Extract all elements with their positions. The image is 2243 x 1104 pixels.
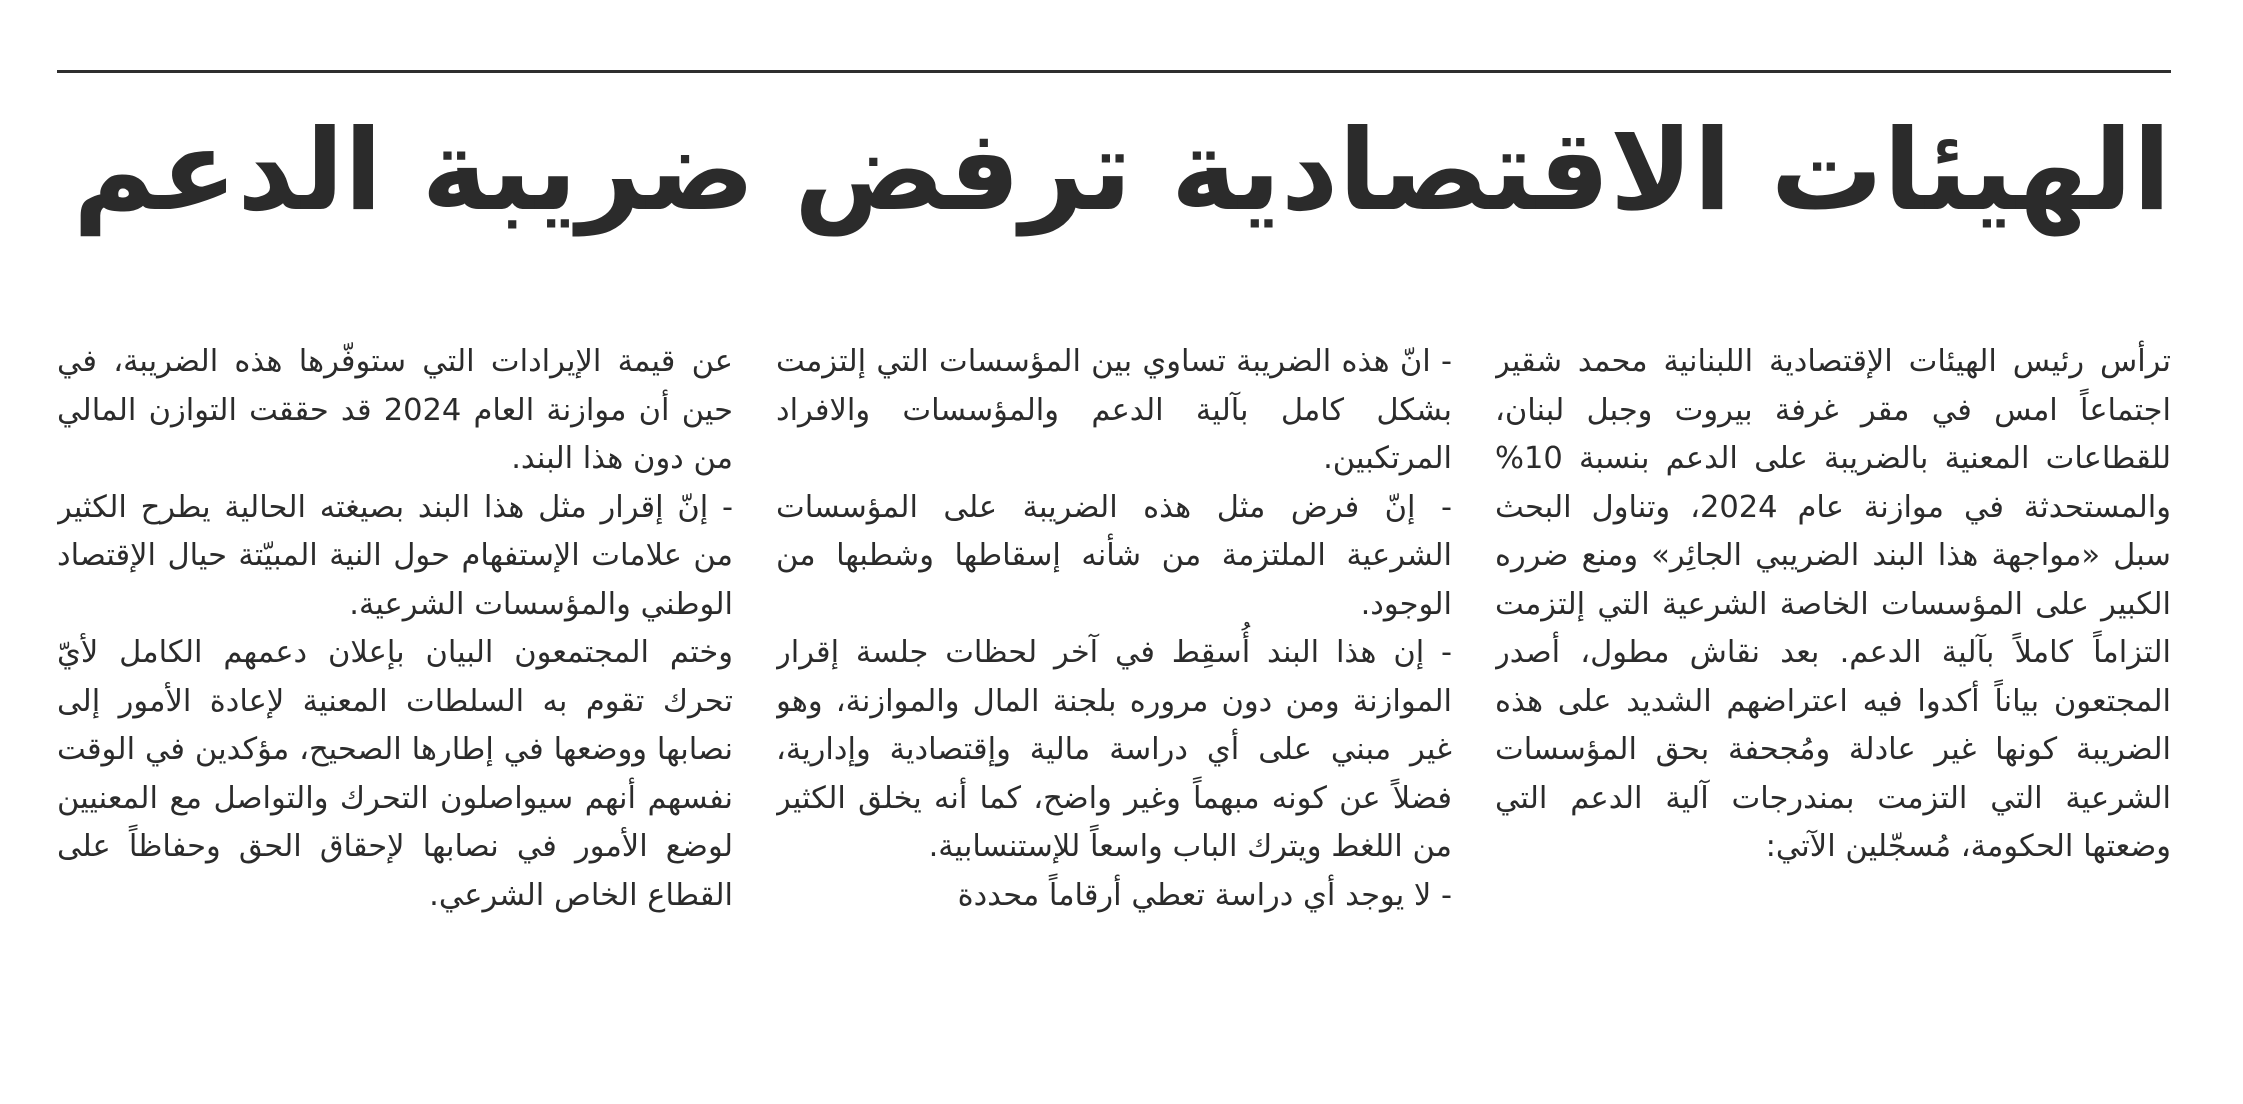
column-2-paragraph-2: - إنّ فرض مثل هذه الضريبة على المؤسسات الشرعية الملتزمة من شأنه إسقاطها وشطبها من الوجود. [776, 489, 1452, 622]
column-2-paragraph-4: - لا يوجد أي دراسة تعطي أرقاماً محددة [957, 877, 1452, 913]
top-divider-rule [57, 70, 2171, 73]
article-column-3 [57, 338, 733, 1068]
column-3-paragraph-3: وختم المجتمعون البيان بإعلان دعمهم الكامل لأيّ تحرك تقوم به السلطات المعنية لإعادة الأمور إلى نصابها ووضعها في إطارها الصحيح، مؤكدين في الوقت نفسهم أنهم سيواصلون التحرك والتواصل مع المعنيين لوضع الأمور في نصابها لإحقاق الحق وحفاظاً على القطاع الخاص الشرعي. [57, 635, 733, 913]
column-3-paragraph-2: - إنّ إقرار مثل هذا البند بصيغته الحالية يطرح الكثير من علامات الإستفهام حول النية المبيّتة حيال الإقتصاد الوطني والمؤسسات الشرعية. [57, 489, 733, 622]
article-headline: الهيئات الاقتصادية ترفض ضريبة الدعم [72, 106, 2171, 236]
article-column-2 [776, 338, 1452, 1068]
article-column-1 [1495, 338, 2171, 1068]
column-2-paragraph-1: - انّ هذه الضريبة تساوي بين المؤسسات التي إلتزمت بشكل كامل بآلية الدعم والمؤسسات والافراد المرتكبين. [776, 344, 1452, 476]
column-1-paragraph-1: ترأس رئيس الهيئات الإقتصادية اللبنانية محمد شقير اجتماعاً امس في مقر غرفة بيروت وجبل لبنان، للقطاعات المعنية بالضريبة على الدعم بنسبة 10% والمستحدثة في موازنة عام 2024، وتناول البحث سبل «مواجهة هذا البند الضريبي الجائِر» ومنع ضرره الكبير على المؤسسات الخاصة الشرعية التي إلتزمت التزاماً كاملاً بآلية الدعم. بعد نقاش مطول، أصدر المجتعون بياناً أكدوا فيه اعتراضهم الشديد على هذه الضريبة كونها غير عادلة ومُجحفة بحق المؤسسات الشرعية التي التزمت بمندرجات آلية الدعم التي وضعتها الحكومة، مُسجّلين الآتي: [1495, 344, 2171, 864]
column-2-paragraph-3: - إن هذا البند أُسقِط في آخر لحظات جلسة إقرار الموازنة ومن دون مروره بلجنة المال والموازنة، وهو غير مبني على أي دراسة مالية وإقتصادية وإدارية، فضلاً عن كونه مبهماً وغير واضح، كما أنه يخلق الكثير من اللغط ويترك الباب واسعاً للإستنسابية. [776, 635, 1452, 864]
column-3-paragraph-1: عن قيمة الإيرادات التي ستوفّرها هذه الضريبة، في حين أن موازنة العام 2024 قد حققت التوازن المالي من دون هذا البند. [57, 344, 733, 476]
